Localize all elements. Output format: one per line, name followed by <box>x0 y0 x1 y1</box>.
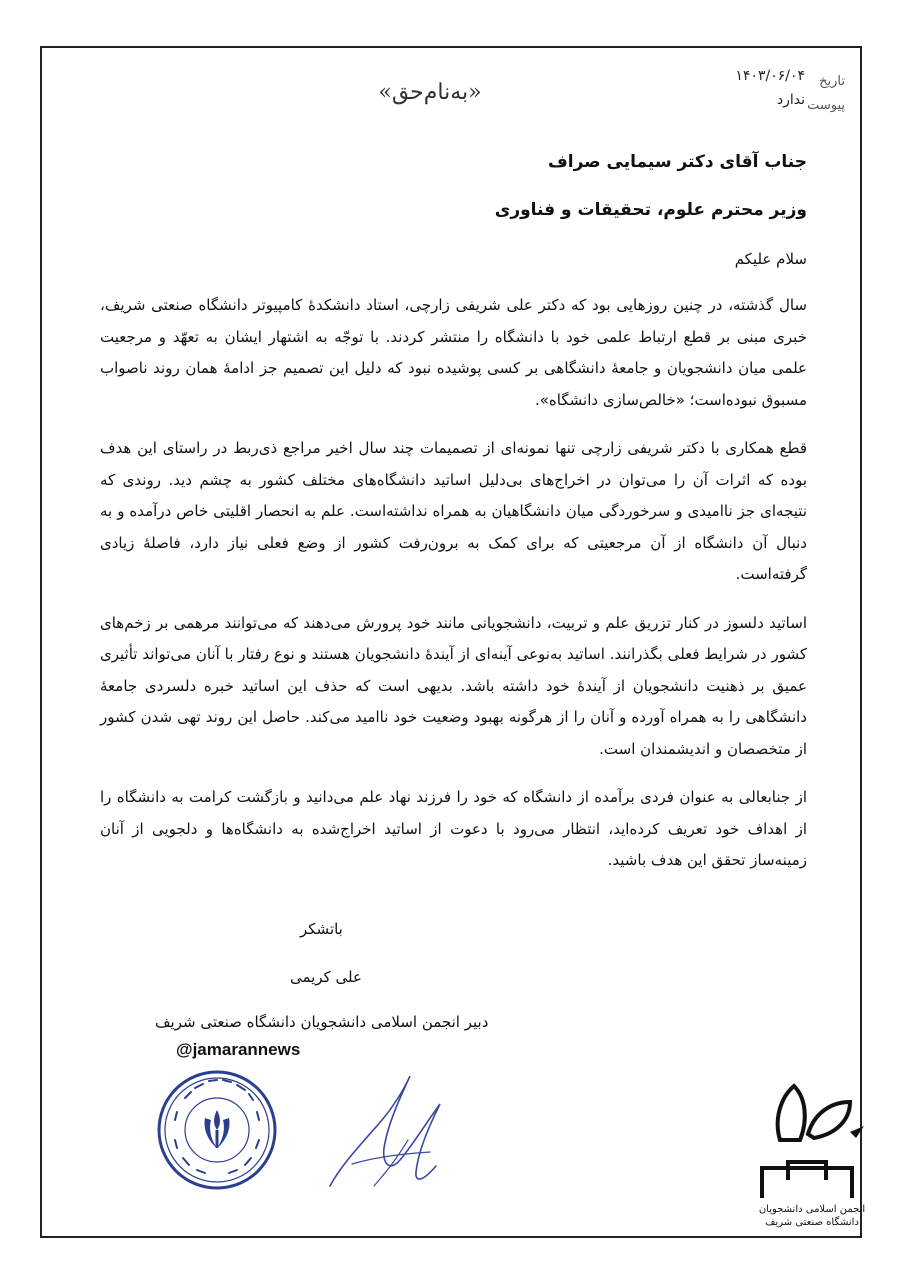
attachment-value: ندارد <box>776 92 805 108</box>
logo-caption-line: دانشگاه صنعتی شریف <box>765 1217 859 1228</box>
addressee-name: جناب آقای دکتر سیمایی صراف <box>548 152 807 172</box>
body-paragraph: قطع همکاری با دکتر شریفی زارچی تنها نمونه‌ای از تصمیمات چند سال اخیر مراجع ذی‌ربط در راستای این هدف بوده که اثرات آن را می‌توان در اخراج‌های بی‌دلیل اساتید دانشگاه‌های مختلف کشور به چشم دید. روندی که نتیجه‌ای جز ناامیدی و سرخوردگی میان دانشگاهیان به همراه نداشته‌است. علم به انحصار اقلیتی خاص درآمده و به دنبال آن دانشگاه از آن مرجعیتی که برای کمک به برون‌رفت کشور از وضع فعلی نیاز دارد، فاصلهٔ زیادی گرفته‌است. <box>100 439 807 583</box>
signer-name: علی کریمی <box>290 968 362 986</box>
attachment-label: پیوست <box>807 98 845 113</box>
signer-title: دبیر انجمن اسلامی دانشجویان دانشگاه صنعتی شریف <box>155 1013 489 1031</box>
addressee-title: وزیر محترم علوم، تحقیقات و فناوری <box>494 200 807 220</box>
logo-caption-line: انجمن اسلامی دانشجویان <box>758 1204 866 1215</box>
watermark-handle: @jamarannews <box>176 1040 301 1059</box>
body-paragraph: سال گذشته، در چنین روزهایی بود که دکتر علی شریفی زارچی، استاد دانشکدهٔ کامپیوتر دانشگاه صنعتی شریف، خبری مبنی بر قطع ارتباط علمی خود با دانشگاه را منتشر کردند. با توجّه به اشتهار ایشان به تعهّد و مرجعیت علمی میان دانشجویان و جامعهٔ دانشگاهی بر کسی پوشیده نبود که دلیل این تصمیم جز ادامهٔ همان روند ناصواب مسبوق نبوده‌است؛ «خالص‌سازی دانشگاه». <box>100 296 807 409</box>
handwritten-signature <box>312 1068 462 1198</box>
basmala-heading: «به‌نام‌حق» <box>378 80 482 105</box>
letter-meta-labels <box>807 70 845 118</box>
body-paragraph: از جنابعالی به عنوان فردی برآمده از دانشگاه که خود را فرزند نهاد علم می‌دانید و بازگشت کرامت به دانشگاه را از اهداف خود تعریف کرده‌اید، انتظار می‌رود با دعوت از اساتید اخراج‌شده به دانشگاه‌ها و دلجویی از آنان زمینه‌ساز تحقق این هدف باشید. <box>100 788 807 869</box>
date-label: تاریخ <box>819 74 845 89</box>
official-stamp <box>155 1068 279 1192</box>
letter-body <box>100 290 807 894</box>
logo-caption <box>752 1203 872 1229</box>
greeting: سلام علیکم <box>734 250 807 268</box>
date-value: ۱۴۰۳/۰۶/۰۴ <box>735 68 805 84</box>
body-paragraph: اساتید دلسوز در کنار تزریق علم و تربیت، دانشجویانی مانند خود پرورش می‌دهند که می‌توانند مرهمی بر زخم‌های کشور در شرایط فعلی بگذرانند. اساتید به‌نوعی آینه‌ای از آیندهٔ دانشجویان هستند و نوع رفتار با آنان می‌تواند تأثیری عمیق بر ذهنیت دانشجویان از آیندهٔ خود داشته باشد. بدیهی است که حذف این اساتید خبره دلسردی جامعهٔ دانشگاهی را به همراه آورده و آنان را از هرگونه بهبود وضعیت خود ناامید می‌کند. حاصل این روند تهی شدن کشور از متخصصان و اندیشمندان است. <box>100 613 807 758</box>
letter-meta-values <box>735 64 805 112</box>
closing-thanks: باتشکر <box>300 920 343 938</box>
